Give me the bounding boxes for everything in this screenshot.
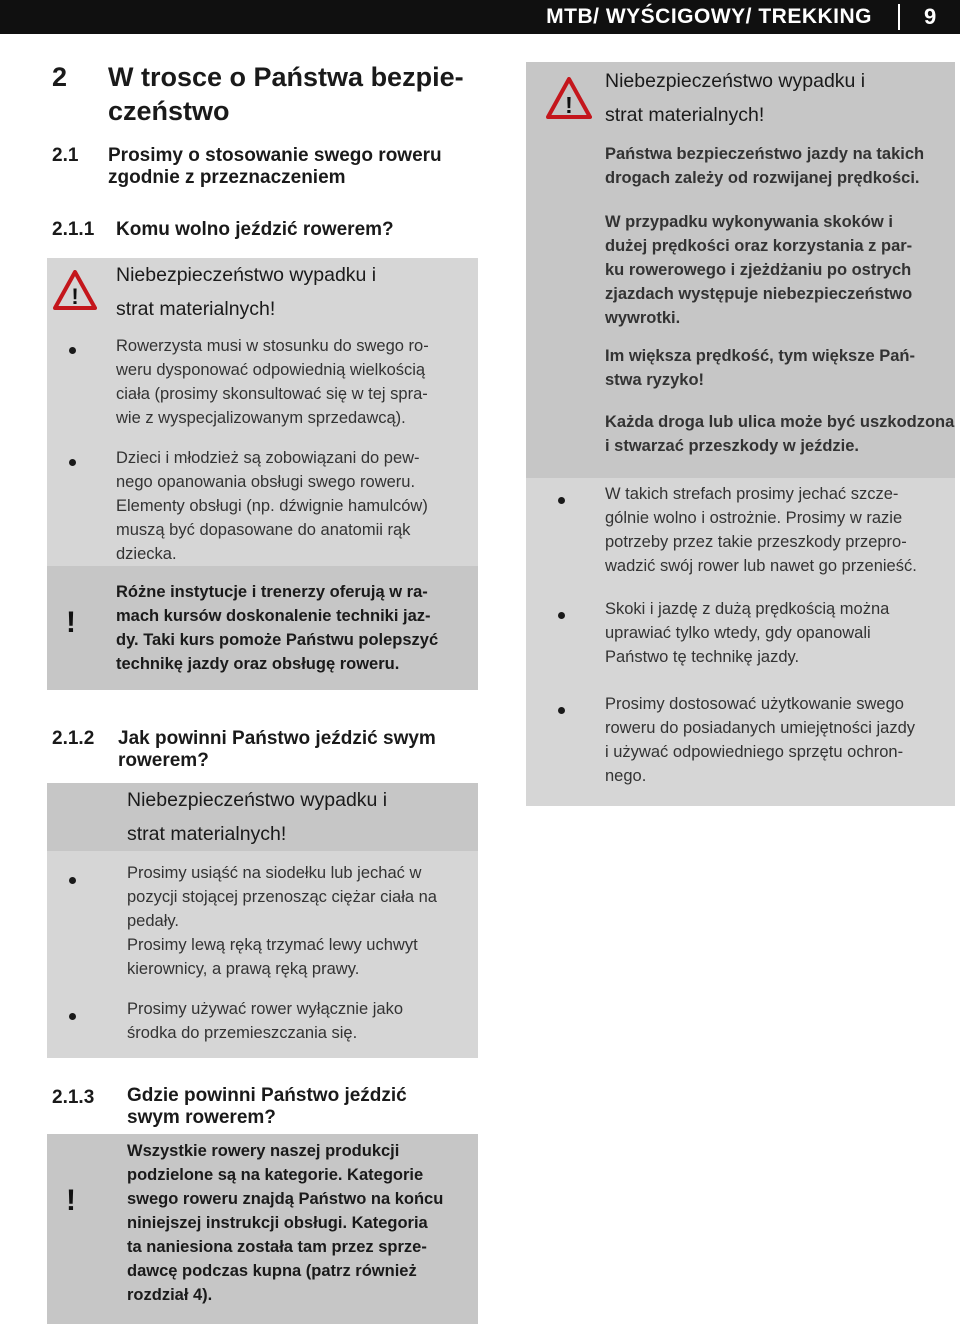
text-line: Państwo tę technikę jazdy. (605, 648, 800, 666)
text-line: Prosimy używać rower wyłącznie jako (127, 1000, 403, 1018)
text-line: Prosimy usiąść na siodełku lub jechać w (127, 864, 422, 882)
text-line: ta naniesiona została tam przez sprze- (127, 1238, 427, 1256)
text-line: dy. Taki kurs pomoże Państwu polepszyć (116, 631, 439, 649)
bullet-text (116, 446, 428, 566)
subsection-title-line: rowerem? (118, 750, 209, 771)
text-line: weru dysponować odpowiednią wielkością (116, 361, 426, 379)
bullet-dot-icon (69, 347, 76, 354)
text-line: W przypadku wykonywania skoków i (605, 213, 893, 231)
text-line: podzielone są na kategorie. Kategorie (127, 1166, 424, 1184)
bullet-text (127, 997, 403, 1045)
text-line: rozdział 4). (127, 1286, 213, 1304)
bullet-text (605, 692, 915, 788)
warning-triangle-icon (53, 270, 97, 310)
warning-box (47, 258, 478, 690)
text-line: ciała (prosimy skonsultować się w tej spra- (116, 385, 428, 403)
paragraph (605, 142, 924, 190)
header-divider (898, 4, 900, 30)
text-line: dawcę podczas kupna (patrz również (127, 1262, 417, 1280)
warning-title-line: strat materialnych! (605, 104, 765, 126)
text-line: wie z wyspecjalizowanym sprzedawcą). (116, 409, 406, 427)
text-line: Każda droga lub ulica może być uszkodzona (605, 413, 955, 431)
text-line: Wszystkie rowery naszej produkcji (127, 1142, 400, 1160)
text-line: Rowerzysta musi w stosunku do swego ro- (116, 337, 429, 355)
subsection-title-line: zgodnie z przeznaczeniem (108, 167, 346, 188)
subsection-title-line: Gdzie powinni Państwo jeździć (127, 1085, 407, 1106)
section-number: 2 (52, 62, 68, 92)
text-line: środka do przemieszczania się. (127, 1024, 358, 1042)
subsection-number: 2.1 (52, 145, 79, 166)
bullet-text (116, 334, 429, 430)
text-line: wadzić swój rower lub nawet go przenieść. (605, 557, 917, 575)
note-box (47, 566, 478, 690)
subsection-title-line: Prosimy o stosowanie swego roweru (108, 145, 442, 166)
text-line: gólnie wolno i ostrożnie. Prosimy w razie (605, 509, 903, 527)
subsection-title-line: Jak powinni Państwo jeździć swym (118, 728, 436, 749)
warning-title-line: Niebezpieczeństwo wypadku i (605, 70, 866, 92)
text-line: Prosimy dostosować użytkowanie swego (605, 695, 904, 713)
text-line: mach kursów doskonalenie techniki jaz- (116, 607, 431, 625)
text-line: drogach zależy od rozwijanej prędkości. (605, 169, 920, 187)
subsection-title (118, 728, 436, 772)
bullet-text (127, 861, 437, 981)
subsection-title: Komu wolno jeździć rowerem? (116, 219, 394, 240)
bullet-dot-icon (69, 1013, 76, 1020)
header-title: MTB/ WYŚCIGOWY/ TREKKING (546, 5, 872, 28)
text-line: stwa ryzyko! (605, 371, 705, 389)
bullet-dot-icon (69, 459, 76, 466)
text-line: i stwarzać przeszkody w jeździe. (605, 437, 860, 455)
text-line: niniejszej instrukcji obsługi. Kategoria (127, 1214, 428, 1232)
warning-title (605, 64, 865, 132)
text-line: zjazdach występuje niebezpieczeństwo (605, 285, 913, 303)
warning-box (47, 851, 478, 1058)
paragraph (605, 410, 954, 458)
text-line: uprawiać tylko wtedy, gdy opanowali (605, 624, 871, 642)
text-line: Dzieci i młodzież są zobowiązani do pew- (116, 449, 420, 467)
text-line: dużej prędkości oraz korzystania z par- (605, 237, 913, 255)
subsection-number: 2.1.1 (52, 219, 95, 240)
warning-title-line: strat materialnych! (127, 823, 287, 845)
text-line: nego. (605, 767, 647, 785)
text-line: pozycji stojącej przenosząc ciężar ciała na (127, 888, 437, 906)
subsection-number: 2.1.3 (52, 1087, 95, 1108)
text-line: Prosimy lewą ręką trzymać lewy uchwyt (127, 936, 418, 954)
warning-title-line: strat materialnych! (116, 298, 276, 320)
section-title-line: W trosce o Państwa bezpie- (108, 62, 464, 92)
bullet-dot-icon (558, 497, 565, 504)
header-bar (0, 0, 960, 34)
page-number: 9 (924, 4, 937, 29)
note-text (127, 1139, 443, 1307)
bullet-text (605, 597, 889, 669)
bullet-dot-icon (69, 877, 76, 884)
bullet-dot-icon (558, 707, 565, 714)
section-title (108, 60, 464, 128)
bullet-dot-icon (558, 612, 565, 619)
bullet-text (605, 482, 917, 578)
text-line: swego roweru znajdą Państwo na końcu (127, 1190, 444, 1208)
warning-title-line: Niebezpieczeństwo wypadku i (116, 264, 377, 286)
text-line: Różne instytucje i trenerzy oferują w ra- (116, 583, 428, 601)
text-line: Im większa prędkość, tym większe Pań- (605, 347, 915, 365)
text-line: Skoki i jazdę z dużą prędkością można (605, 600, 890, 618)
text-line: ku rowerowego i zjeżdżaniu po ostrych (605, 261, 912, 279)
paragraph (605, 344, 915, 392)
text-line: Elementy obsługi (np. dźwignie hamulców) (116, 497, 428, 515)
note-text (116, 580, 438, 676)
text-line: kierownicy, a prawą ręką prawy. (127, 960, 360, 978)
text-line: potrzeby przez takie przeszkody przepro- (605, 533, 907, 551)
warning-title (127, 783, 387, 851)
svg-text:!: ! (71, 284, 79, 309)
text-line: technikę jazdy oraz obsługę roweru. (116, 655, 400, 673)
warning-box-right (526, 62, 955, 478)
svg-text:!: ! (565, 92, 573, 118)
exclamation-icon: ! (66, 606, 76, 639)
warning-header-box (47, 783, 478, 851)
warning-title (116, 258, 376, 326)
exclamation-icon: ! (66, 1184, 76, 1217)
text-line: muszą być dopasowane do anatomii rąk (116, 521, 411, 539)
section-title-line: czeństwo (108, 96, 230, 126)
text-line: Państwa bezpieczeństwo jazdy na takich (605, 145, 925, 163)
subsection-title (108, 145, 442, 189)
subsection-title (127, 1085, 407, 1129)
paragraph (605, 210, 912, 330)
subsection-number: 2.1.2 (52, 728, 95, 749)
text-line: nego opanowania obsługi swego roweru. (116, 473, 416, 491)
warning-title-line: Niebezpieczeństwo wypadku i (127, 789, 388, 811)
text-line: i używać odpowiedniego sprzętu ochron- (605, 743, 904, 761)
text-line: roweru do posiadanych umiejętności jazdy (605, 719, 916, 737)
text-line: wywrotki. (605, 309, 681, 327)
text-line: pedały. (127, 912, 179, 930)
text-line: W takich strefach prosimy jechać szcze- (605, 485, 899, 503)
text-line: dziecka. (116, 545, 177, 563)
subsection-title-line: swym rowerem? (127, 1107, 276, 1128)
note-box (47, 1134, 478, 1324)
warning-triangle-icon (546, 77, 592, 119)
bullet-box-right (526, 478, 955, 806)
